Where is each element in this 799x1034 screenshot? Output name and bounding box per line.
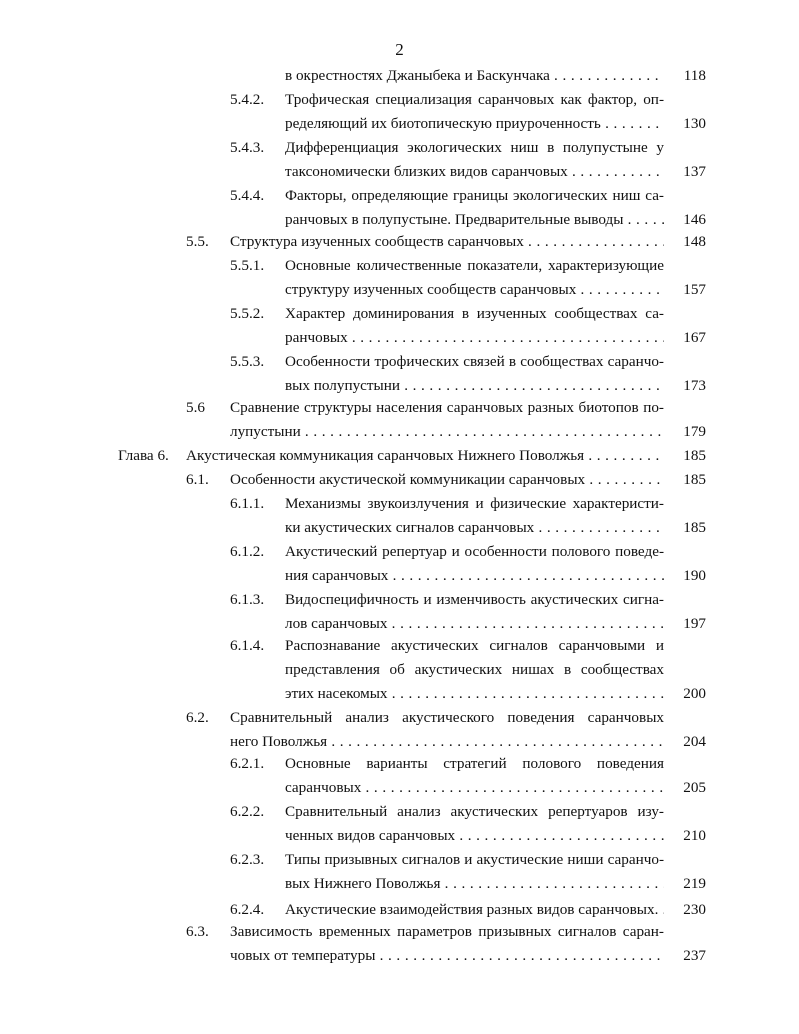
toc-entry-page: 200: [683, 685, 706, 702]
toc-entry-title-line: лов саранчовых . . .: [285, 612, 664, 636]
toc-entry-title-line: ки акустических сигналов саранчовых . . .: [285, 516, 664, 540]
toc-entry-number: 6.1.2.: [230, 543, 265, 560]
toc-entry-number: 6.3.: [186, 923, 209, 940]
toc-entry-title-line: ния саранчовых . . .: [285, 564, 664, 588]
toc-entry-number: 6.2.: [186, 709, 209, 726]
toc-entry-page: 157: [683, 281, 706, 298]
toc-entry-title-line: Сравнительный анализ акустических репертуаров изу-: [285, 803, 664, 820]
toc-entry-page: 137: [683, 163, 706, 180]
toc-entry-page: 130: [683, 115, 706, 132]
toc-entry-title-line: Распознавание акустических сигналов саранчовыми и: [285, 637, 664, 654]
toc-entry-title-line: этих насекомых . . .: [285, 682, 664, 706]
toc-entry-page: 230: [683, 901, 706, 918]
toc-entry-title-line: Зависимость временных параметров призывных сигналов саран-: [230, 923, 664, 940]
toc-entry-title-line: Акустическая коммуникация саранчовых Нижнего Поволжья . . .: [186, 444, 664, 468]
toc-entry-number: 5.5.2.: [230, 305, 265, 322]
toc-entry-page: 146: [683, 211, 706, 228]
toc-entry-title-line: Факторы, определяющие границы экологических ниш са-: [285, 187, 664, 204]
toc-entry-page: 118: [683, 67, 706, 84]
toc-entry-number: 5.4.3.: [230, 139, 265, 156]
toc-entry-number: 5.4.4.: [230, 187, 265, 204]
toc-entry-number: 6.2.4.: [230, 901, 265, 918]
toc-entry-title-line: Трофическая специализация саранчовых как фактор, оп-: [285, 91, 664, 108]
toc-entry-page: 204: [683, 733, 706, 750]
toc-entry-number: 6.1.4.: [230, 637, 265, 654]
toc-entry-title-line: Акустический репертуар и особенности полового поведе-: [285, 543, 664, 560]
toc-entry-number: 5.4.2.: [230, 91, 265, 108]
toc-entry-page: 219: [683, 875, 706, 892]
toc-entry-title-line: Особенности трофических связей в сообществах саранчо-: [285, 353, 664, 370]
toc-entry-number: 6.1.3.: [230, 591, 265, 608]
toc-entry-title-line: него Поволжья . . .: [230, 730, 664, 754]
toc-entry-title-line: Основные количественные показатели, характеризующие: [285, 257, 664, 274]
toc-entry-number: 5.5.: [186, 233, 209, 250]
toc-entry-title-line: Видоспецифичность и изменчивость акустических сигна-: [285, 591, 664, 608]
toc-entry-title-line: в окрестностях Джаныбека и Баскунчака . . .: [285, 64, 664, 88]
toc-entry-title-line: саранчовых . . .: [285, 776, 664, 800]
toc-entry-title-line: Особенности акустической коммуникации саранчовых . . .: [230, 468, 664, 492]
toc-entry-title-line: лупустыни . . .: [230, 420, 664, 444]
toc-entry-title-line: ченных видов саранчовых . . .: [285, 824, 664, 848]
toc-entry-page: 179: [683, 423, 706, 440]
toc-entry-number: 6.2.3.: [230, 851, 265, 868]
toc-entry-title-line: ранчовых . . .: [285, 326, 664, 350]
toc-entry-page: 185: [683, 471, 706, 488]
toc-entry-page: 173: [683, 377, 706, 394]
toc-entry-page: 205: [683, 779, 706, 796]
toc-entry-title-line: Характер доминирования в изученных сообществах са-: [285, 305, 664, 322]
toc-entry-number: 6.2.1.: [230, 755, 265, 772]
toc-entry-page: 185: [683, 447, 706, 464]
toc-entry-title-line: Акустические взаимодействия разных видов саранчовых. . . .: [285, 898, 664, 922]
toc-entry-number: 5.6: [186, 399, 205, 416]
toc-entry-title-line: Сравнительный анализ акустического поведения саранчовых: [230, 709, 664, 726]
toc-entry-page: 185: [683, 519, 706, 536]
toc-entry-number: 6.1.: [186, 471, 209, 488]
toc-entry-page: 148: [683, 233, 706, 250]
toc-entry-title-line: Дифференциация экологических ниш в полупустыне у: [285, 139, 664, 156]
toc-entry-page: 197: [683, 615, 706, 632]
toc-entry-number: 6.2.2.: [230, 803, 265, 820]
toc-entry-title-line: вых полупустыни . . .: [285, 374, 664, 398]
toc-entry-title-line: човых от температуры . . .: [230, 944, 664, 968]
toc-entry-number: Глава 6.: [118, 447, 169, 464]
page-number: 2: [395, 40, 404, 59]
toc-entry-title-line: структуру изученных сообществ саранчовых . . .: [285, 278, 664, 302]
toc-entry-title-line: Типы призывных сигналов и акустические ниши саранчо-: [285, 851, 664, 868]
toc-entry-number: 5.5.3.: [230, 353, 265, 370]
toc-entry-page: 210: [683, 827, 706, 844]
toc-entry-title-line: представления об акустических нишах в сообществах: [285, 661, 664, 678]
toc-entry-title-line: Механизмы звукоизлучения и физические характеристи-: [285, 495, 664, 512]
toc-entry-title-line: Структура изученных сообществ саранчовых . . .: [230, 230, 664, 254]
toc-entry-title-line: вых Нижнего Поволжья . . .: [285, 872, 664, 896]
toc-entry-page: 190: [683, 567, 706, 584]
toc-entry-number: 5.5.1.: [230, 257, 265, 274]
toc-entry-title-line: Основные варианты стратегий полового поведения: [285, 755, 664, 772]
toc-entry-title-line: Сравнение структуры населения саранчовых разных биотопов по-: [230, 399, 664, 416]
toc-entry-title-line: ранчовых в полупустыне. Предварительные выводы . . .: [285, 208, 664, 232]
toc-entry-title-line: ределяющий их биотопическую приуроченность . . .: [285, 112, 664, 136]
toc-entry-title-line: таксономически близких видов саранчовых . . .: [285, 160, 664, 184]
toc-entry-number: 6.1.1.: [230, 495, 265, 512]
toc-entry-page: 167: [683, 329, 706, 346]
toc-entry-page: 237: [683, 947, 706, 964]
